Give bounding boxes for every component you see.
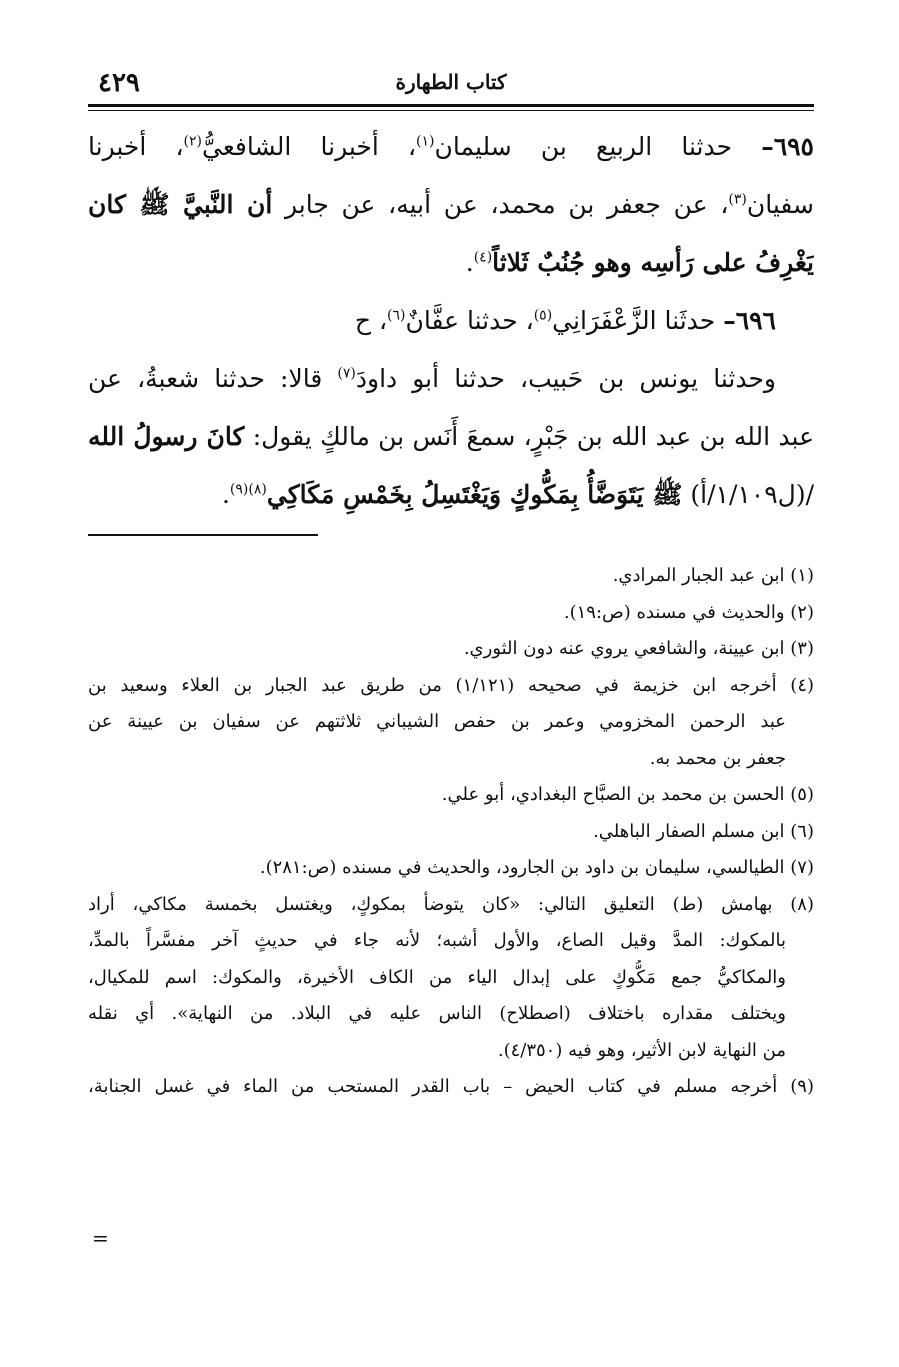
running-title: كتاب الطهارة xyxy=(395,70,507,94)
continuation-mark: = xyxy=(92,1226,109,1250)
footnote-5: (٥) الحسن بن محمد بن الصبَّاح البغدادي، أبو علي. xyxy=(441,784,814,805)
footnote-8-cont: ويختلف مقداره باختلاف (اصطلاح) الناس عليه في البلاد. من النهاية». أي نقله xyxy=(88,1003,786,1024)
footnote-4-cont: عبد الرحمن المخزومي وعمر بن حفص الشيباني ثلاثتهم عن سفيان بن عيينة عن xyxy=(88,711,786,732)
header-rule-thin xyxy=(88,110,814,111)
footnote-4: (٤) أخرجه ابن خزيمة في صحيحه (١/١٢١) من طريق عبد الجبار بن العلاء وسعيد بن xyxy=(88,674,814,696)
footnote-2: (٢) والحديث في مسنده (ص:١٩). xyxy=(563,601,814,623)
hadith-matn: كانَ رسولُ الله xyxy=(88,422,245,451)
footnote-8-cont: بالمكوك: المدَّ وقيل الصاع، والأول أشبه؛ لأنه جاء في حديثٍ آخر مفسَّراً بالمدِّ، xyxy=(88,930,786,951)
footnote-8-cont: والمكاكيُّ جمع مَكُّوكٍ على إبدال الياء من الكاف الأخيرة، والمكوك: اسم للمكيال، xyxy=(88,966,786,988)
hadith-matn: ﷺ يَتَوَضَّأُ بِمَكُّوكٍ وَيَغْتَسِلُ بِخَمْسِ مَكَاكِي xyxy=(266,480,683,509)
footnote-6: (٦) ابن مسلم الصفار الباهلي. xyxy=(593,820,814,842)
footnote-ref-1: (١) xyxy=(416,133,435,150)
hadith-number-696: ٦٩٦– xyxy=(723,306,776,335)
hadith-number-695: ٦٩٥– xyxy=(761,132,814,161)
footnote-ref-3: (٣) xyxy=(728,191,747,208)
hadith-matn: أن النَّبيَّ ﷺ كان xyxy=(88,190,273,219)
footnote-ref-2: (٢) xyxy=(183,133,203,150)
main-line-7: /(ل١/١٠٩/أ) ﷺ يَتَوَضَّأُ بِمَكُّوكٍ وَيَغْتَسِلُ بِخَمْسِ مَكَاكِي$^{(٨)(٩)}$. xyxy=(221,480,814,509)
main-line-2: سفيان$^{(٣)}$، عن جعفر بن محمد، عن أبيه، عن جابر أن النَّبيَّ ﷺ كان xyxy=(88,190,814,219)
footnotes xyxy=(88,558,814,1106)
manuscript-ref: /(ل١/١٠٩/أ) xyxy=(682,480,814,509)
main-line-3: يَغْرِفُ على رَأسِه وهو جُنُبٌ ثَلاثاً$^{(٤)}$. xyxy=(465,248,814,277)
footnote-ref-4: (٤) xyxy=(473,249,493,266)
footnote-4-cont: جعفر بن محمد به. xyxy=(649,747,786,769)
main-line-6: عبد الله بن عبد الله بن جَبْرٍ، سمعَ أَنَس بن مالكٍ يقول: كانَ رسولُ الله xyxy=(88,422,814,451)
header-rule-thick xyxy=(88,104,814,107)
footnote-3: (٣) ابن عيينة، والشافعي يروي عنه دون الثوري. xyxy=(463,638,814,659)
main-text xyxy=(88,118,814,524)
footnote-8: (٨) بهامش (ط) التعليق التالي: «كان يتوضأ بمكوكٍ، ويغتسل بخمسة مكاكي، أراد xyxy=(88,893,814,915)
footnote-ref-5: (٥) xyxy=(533,307,553,324)
main-line-5: وحدثنا يونس بن حَبيب، حدثنا أبو داودَ$^{(٧)}$ قالا: حدثنا شعبةُ، عن xyxy=(88,364,776,393)
footnote-ref-7: (٧) xyxy=(337,365,356,382)
footnote-ref-8-9: (٨)(٩) xyxy=(229,481,267,498)
hadith-matn: يَغْرِفُ على رَأسِه وهو جُنُبٌ ثَلاثاً xyxy=(492,248,814,277)
main-line-1: ٦٩٥– حدثنا الربيع بن سليمان$^{(١)}$، أخبرنا الشافعيُّ$^{(٢)}$، أخبرنا xyxy=(88,132,814,161)
footnote-8-cont: من النهاية لابن الأثير، وهو فيه (٤/٣٥٠). xyxy=(497,1039,786,1061)
page-number: ٤٢٩ xyxy=(98,68,140,98)
footnote-9: (٩) أخرجه مسلم في كتاب الحيض – باب القدر المستحب من الماء في غسل الجنابة، xyxy=(88,1076,814,1097)
footnote-1: (١) ابن عبد الجبار المرادي. xyxy=(612,565,814,586)
footnote-separator xyxy=(88,534,318,536)
footnote-7: (٧) الطيالسي، سليمان بن داود بن الجارود، والحديث في مسنده (ص:٢٨١). xyxy=(259,857,814,878)
page-header xyxy=(88,62,814,102)
main-line-4: ٦٩٦– حدثَنا الزَّعْفَرَانِي$^{(٥)}$، حدثنا عفَّانٌ$^{(٦)}$، ح xyxy=(354,306,776,335)
footnote-ref-6: (٦) xyxy=(387,307,406,324)
